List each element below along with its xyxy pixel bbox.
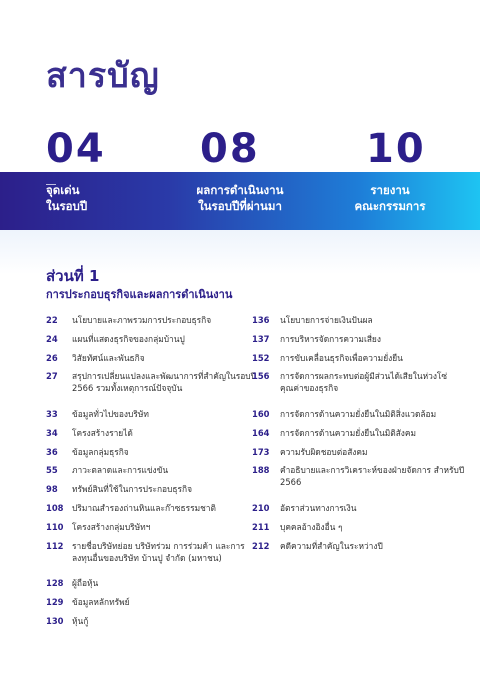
highlight-link-1[interactable] [46, 182, 87, 214]
toc-entry-text: การขับเคลื่อนธุรกิจเพื่อความยั่งยืน [280, 352, 403, 363]
toc-page-number: 210 [252, 502, 270, 513]
highlight-label-2-line2: ในรอบปีที่ผ่านมา [198, 199, 282, 213]
highlight-label-3-line2: คณะกรรมการ [354, 199, 426, 213]
toc-entry-text: ความรับผิดชอบต่อสังคม [280, 446, 368, 457]
page-title: สารบัญ [46, 56, 160, 96]
toc-item[interactable] [252, 370, 468, 408]
toc-entry-text: การจัดการด้านความยั่งยืนในมิติสิ่งแวดล้อม [280, 408, 437, 419]
toc-item[interactable] [252, 502, 468, 521]
section-subtitle: การประกอบธุรกิจและผลการดำเนินงาน [46, 288, 233, 301]
toc-page-number: 33 [46, 408, 58, 419]
section-title: ส่วนที่ 1 [46, 267, 100, 285]
toc-entry-text: ข้อมูลกลุ่มธุรกิจ [72, 446, 129, 457]
toc-item[interactable] [46, 577, 256, 596]
toc-item[interactable] [46, 314, 256, 333]
toc-entry-text: คดีความที่สำคัญในระหว่างปี [280, 540, 383, 551]
toc-page-number: 160 [252, 408, 270, 419]
toc-entry-text: โครงสร้างรายได้ [72, 427, 133, 438]
toc-entry-text: แผนที่แสดงธุรกิจของกลุ่มบ้านปู [72, 333, 185, 344]
toc-entry-text: การจัดการด้านความยั่งยืนในมิติสังคม [280, 427, 417, 438]
toc-item[interactable] [46, 502, 256, 521]
toc-item[interactable] [46, 540, 256, 578]
toc-item[interactable] [252, 314, 468, 333]
toc-item[interactable] [252, 540, 468, 559]
toc-entry-text: ผู้ถือหุ้น [72, 578, 99, 589]
toc-page-number: 156 [252, 371, 270, 382]
toc-page-number: 188 [252, 465, 270, 476]
toc-page-number: 24 [46, 333, 58, 344]
toc-page-number: 110 [46, 521, 64, 532]
toc-entry-text: รายชื่อบริษัทย่อย บริษัทร่วม การร่วมค้า และการลงทุนอื่นของบริษัท บ้านปู จำกัด (มหาชน) [72, 540, 245, 563]
toc-entry-text: คำอธิบายและการวิเคราะห์ของฝ่ายจัดการ สำหรับปี 2566 [280, 465, 465, 488]
toc-item[interactable] [46, 333, 256, 352]
highlight-band [0, 172, 480, 230]
toc-item[interactable] [252, 408, 468, 427]
toc-entry-text: การจัดการผลกระทบต่อผู้มีส่วนได้เสียในห่วงโซ่คุณค่าของธุรกิจ [280, 371, 448, 394]
toc-entry-text: สรุปการเปลี่ยนแปลงและพัฒนาการที่สำคัญในรอบปี 2566 รวมทั้งเหตุการณ์ปัจจุบัน [72, 371, 256, 394]
toc-item[interactable] [252, 521, 468, 540]
highlight-number-2: 08 [200, 126, 260, 172]
toc-item[interactable] [46, 483, 256, 502]
toc-entry-text: บุคคลอ้างอิงอื่น ๆ [280, 521, 343, 532]
toc-item[interactable] [46, 427, 256, 446]
highlight-label-2-line1: ผลการดำเนินงาน [196, 183, 284, 197]
toc-page-number: 26 [46, 352, 58, 363]
toc-left-column [46, 314, 256, 634]
toc-item[interactable] [252, 464, 468, 502]
toc-page-number: 129 [46, 596, 64, 607]
toc-page-number: 55 [46, 465, 58, 476]
toc-page-number: 137 [252, 333, 270, 344]
toc-item[interactable] [46, 596, 256, 615]
toc-page-number: 27 [46, 371, 58, 382]
toc-page-number: 152 [252, 352, 270, 363]
toc-page-number: 108 [46, 502, 64, 513]
toc-item[interactable] [46, 615, 256, 634]
highlight-label-3-line1: รายงาน [370, 183, 410, 197]
toc-item[interactable] [46, 408, 256, 427]
toc-page-number: 211 [252, 521, 270, 532]
toc-page-number: 212 [252, 540, 270, 551]
toc-entry-text: การบริหารจัดการความเสี่ยง [280, 333, 381, 344]
highlight-link-3[interactable] [340, 182, 440, 214]
toc-item[interactable] [46, 446, 256, 465]
toc-page-number: 36 [46, 446, 58, 457]
toc-item[interactable] [46, 370, 256, 408]
toc-entry-text: วิสัยทัศน์และพันธกิจ [72, 352, 145, 363]
toc-right-column [252, 314, 468, 558]
toc-item[interactable] [252, 427, 468, 446]
toc-page-number: 173 [252, 446, 270, 457]
toc-entry-text: ทรัพย์สินที่ใช้ในการประกอบธุรกิจ [72, 484, 192, 495]
toc-page-number: 130 [46, 615, 64, 626]
toc-page-number: 98 [46, 484, 58, 495]
toc-item[interactable] [252, 352, 468, 371]
toc-entry-text: ข้อมูลทั่วไปของบริษัท [72, 408, 149, 419]
toc-entry-text: นโยบายและภาพรวมการประกอบธุรกิจ [72, 315, 212, 325]
toc-page-number: 22 [46, 315, 58, 325]
toc-page-number: 34 [46, 427, 58, 438]
toc-entry-text: ข้อมูลหลักทรัพย์ [72, 596, 130, 607]
toc-entry-text: ภาวะตลาดและการแข่งขัน [72, 465, 169, 476]
highlight-label-1-line1: จุดเด่น [46, 183, 80, 197]
toc-entry-text: โครงสร้างกลุ่มบริษัทฯ [72, 521, 151, 532]
toc-item[interactable] [252, 446, 468, 465]
toc-page-number: 112 [46, 540, 64, 551]
toc-page-number: 128 [46, 578, 64, 589]
highlight-number-3: 10 [366, 126, 426, 172]
highlight-number-1: 04 [46, 126, 106, 172]
toc-entry-text: นโยบายการจ่ายเงินปันผล [280, 315, 373, 325]
toc-page-number: 136 [252, 315, 270, 325]
toc-entry-text: อัตราส่วนทางการเงิน [280, 502, 357, 513]
toc-item[interactable] [252, 333, 468, 352]
toc-entry-text: หุ้นกู้ [72, 615, 89, 626]
toc-item[interactable] [46, 352, 256, 371]
toc-item[interactable] [46, 464, 256, 483]
highlight-label-1-line2: ในรอบปี [46, 199, 88, 213]
highlight-link-2[interactable] [180, 182, 300, 214]
toc-entry-text: ปริมาณสำรองถ่านหินและก๊าซธรรมชาติ [72, 502, 216, 513]
toc-page-number: 164 [252, 427, 270, 438]
toc-item[interactable] [46, 521, 256, 540]
